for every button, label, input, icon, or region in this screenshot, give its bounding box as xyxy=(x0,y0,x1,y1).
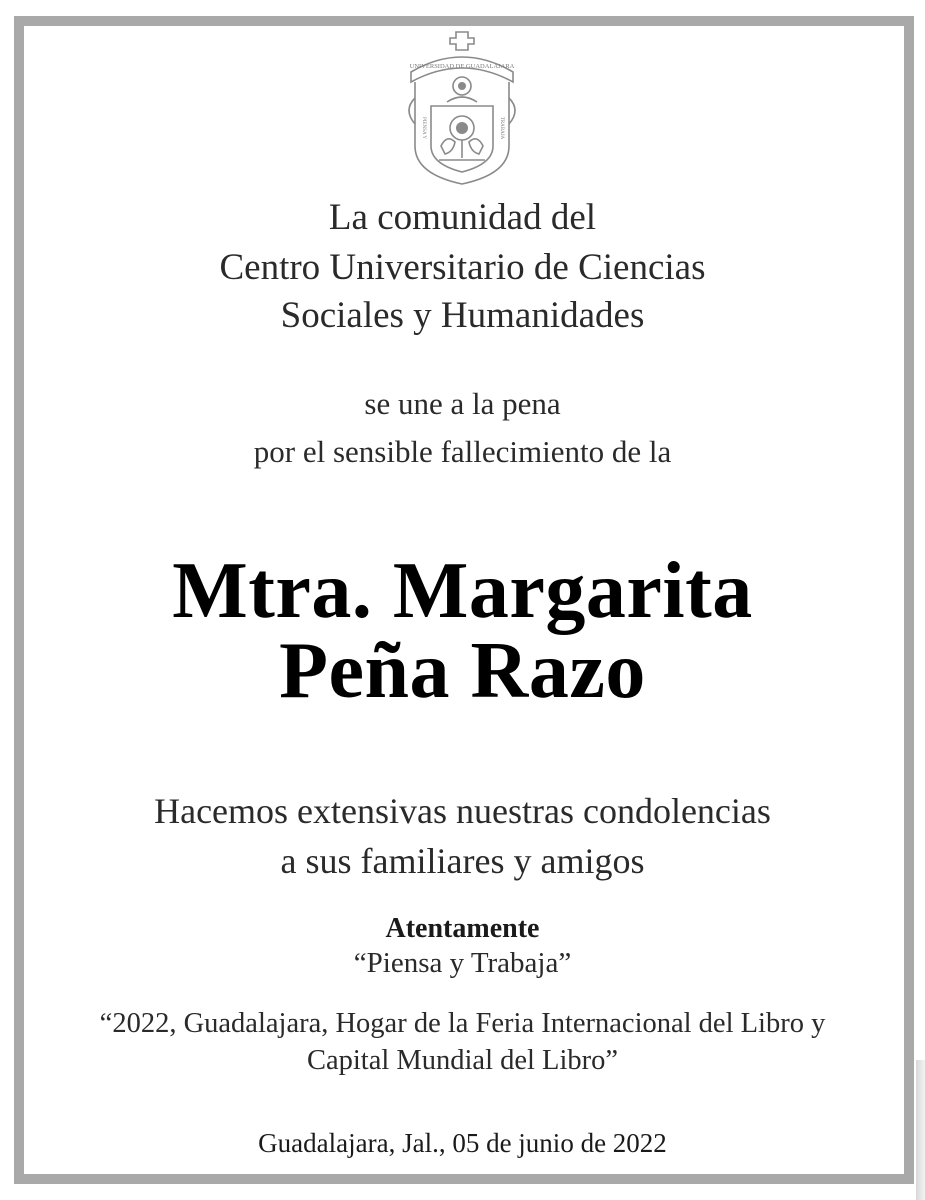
slogan-line-1: “2022, Guadalajara, Hogar de la Feria Internacional del Libro y xyxy=(99,1008,826,1039)
deceased-name-line-1: Mtra. Margarita xyxy=(172,547,753,635)
signoff-text: Atentamente xyxy=(385,913,540,944)
seal-banner-text: UNIVERSIDAD DE GUADALAJARA xyxy=(409,63,515,70)
motto-text: “Piensa y Trabaja” xyxy=(353,947,572,979)
intro-line-3: Sociales y Humanidades xyxy=(280,295,645,336)
intro-line-1: La comunidad del xyxy=(328,197,597,238)
intro-line-2: Centro Universitario de Ciencias xyxy=(219,247,706,288)
condolences-line-2: a sus familiares y amigos xyxy=(280,841,645,881)
message-line-1: se une a la pena xyxy=(364,386,561,421)
condolences-line-1: Hacemos extensivas nuestras condolencias xyxy=(154,791,771,831)
seal-right-motto: TRABAJA xyxy=(499,116,504,140)
university-seal-icon xyxy=(401,28,523,186)
seal-left-motto: PIENSA Y xyxy=(421,117,426,139)
dateline-text: Guadalajara, Jal., 05 de junio de 2022 xyxy=(258,1128,667,1158)
slogan-line-2: Capital Mundial del Libro” xyxy=(306,1045,619,1076)
message-line-2: por el sensible fallecimiento de la xyxy=(253,434,672,469)
deceased-name-line-2: Peña Razo xyxy=(279,627,646,715)
